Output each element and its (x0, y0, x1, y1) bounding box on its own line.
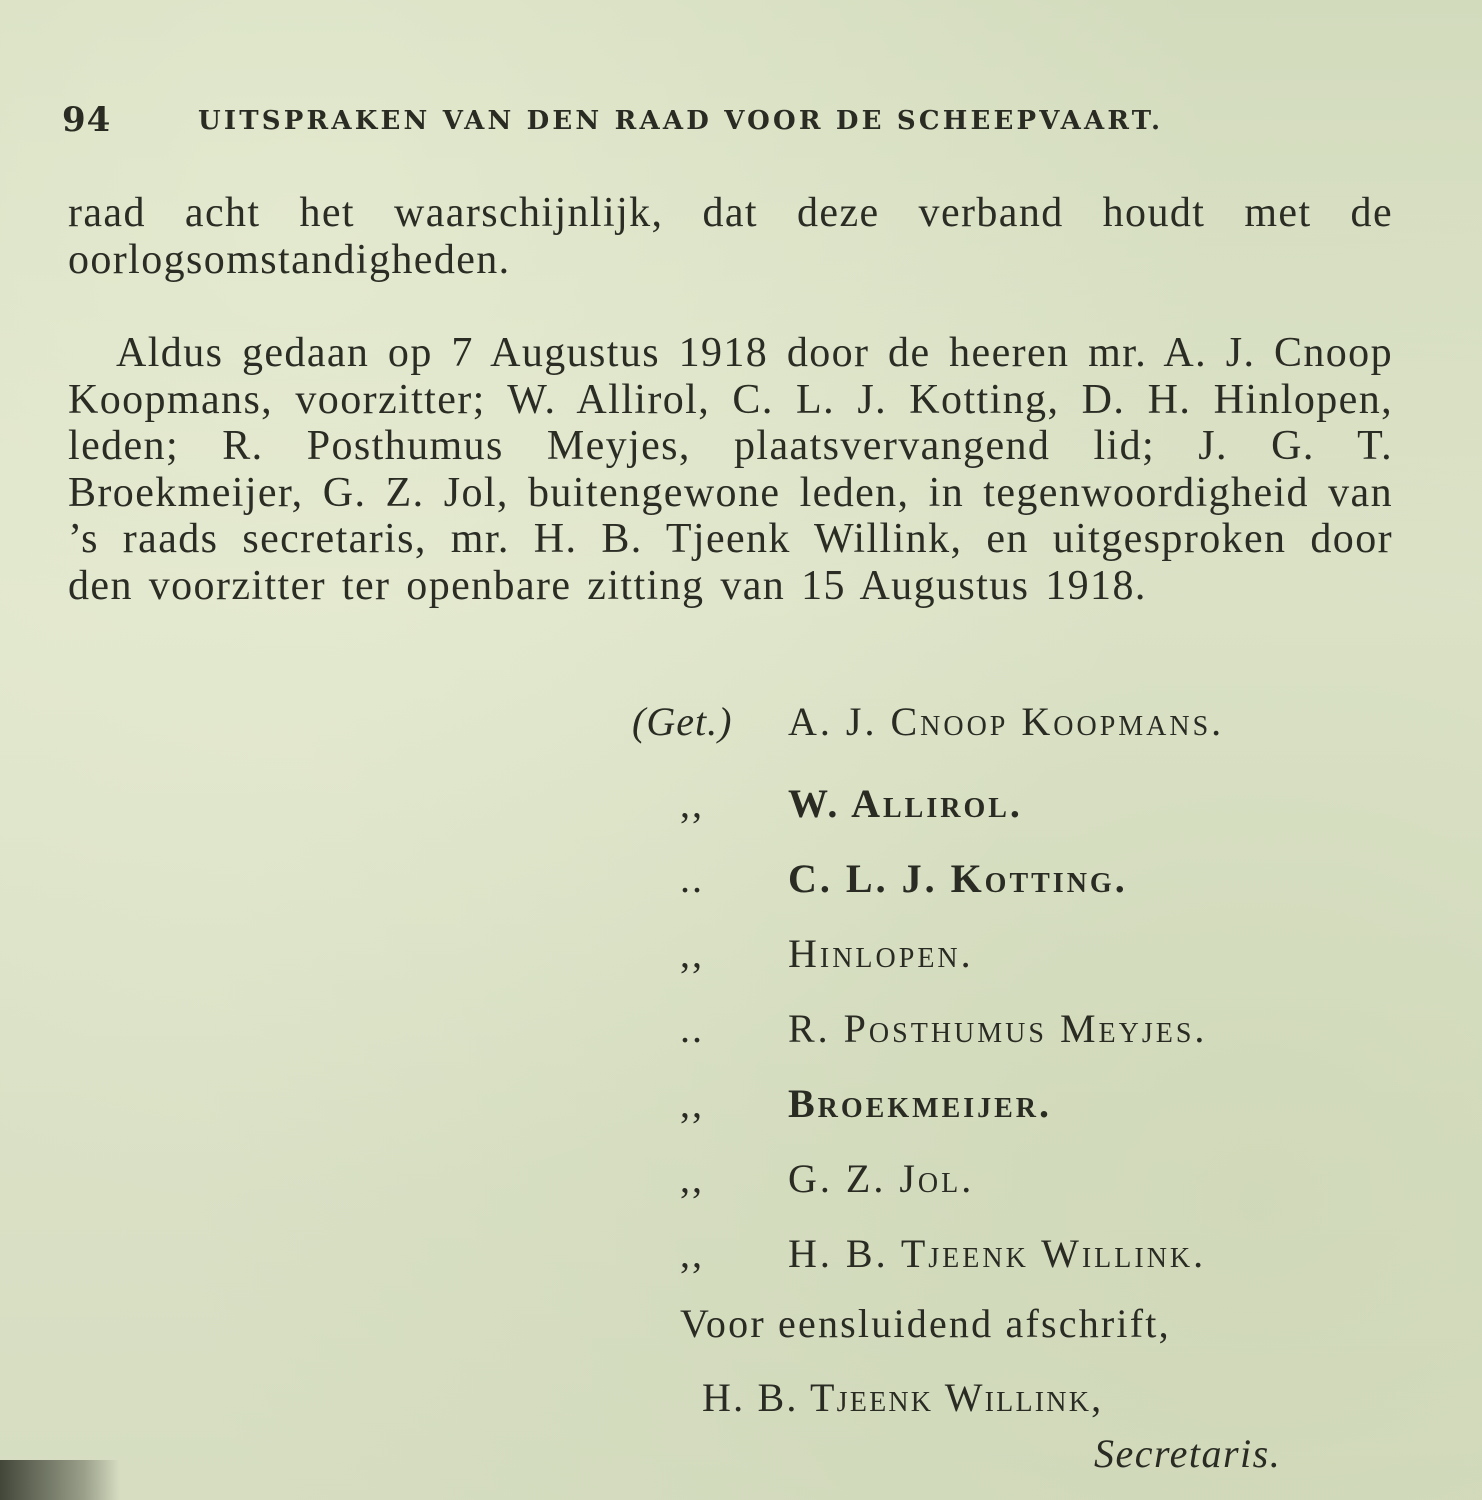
ditto-mark: .. (680, 856, 704, 901)
certification-line: Voor eensluidend afschrift, (680, 1301, 1171, 1346)
signature-name: H. B. Tjeenk Willink. (788, 1231, 1207, 1276)
running-title: UITSPRAKEN VAN DEN RAAD VOOR DE SCHEEPVAART. (198, 106, 1164, 136)
paragraph-1: raad acht het waarschijnlijk, dat deze verband houdt met de oorlogsomstandigheden. (68, 190, 1393, 283)
paragraph-2: Aldus gedaan op 7 Augustus 1918 door de heeren mr. A. J. Cnoop Koopmans, voorzitter; W. Allirol, C. L. J. Kotting, D. H. Hinlopen, leden; R. Posthumus Meyjes, plaatsvervangend lid; J. G. T. Broekmeijer, G. Z. Jol, buitengewone leden, in tegenwoordigheid van ’s raads secretaris, mr. H. B. Tjeenk Willink, en uitgesproken door den voorzitter ter openbare zitting van 15 Augustus 1918. (68, 330, 1393, 609)
ditto-mark: ,, (680, 781, 704, 826)
page-number: 94 (62, 100, 112, 140)
signature-name: Hinlopen. (788, 931, 974, 976)
ditto-mark: ,, (680, 931, 704, 976)
signature-name: G. Z. Jol. (788, 1156, 975, 1201)
certifying-signer: H. B. Tjeenk Willink, (702, 1375, 1104, 1420)
ditto-mark: .. (680, 1006, 704, 1051)
signature-name: Broekmeijer. (788, 1081, 1053, 1126)
signer-title: Secretaris. (1094, 1431, 1282, 1476)
page-corner-shadow (0, 1460, 120, 1500)
signature-name: A. J. Cnoop Koopmans. (788, 699, 1225, 744)
ditto-mark: ,, (680, 1231, 704, 1276)
signature-name: R. Posthumus Meyjes. (788, 1006, 1208, 1051)
ditto-mark: ,, (680, 1156, 704, 1201)
ditto-mark: ,, (680, 1081, 704, 1126)
signature-name: W. Allirol. (788, 781, 1023, 826)
signature-name: C. L. J. Kotting. (788, 856, 1128, 901)
signed-prefix: (Get.) (632, 699, 733, 744)
